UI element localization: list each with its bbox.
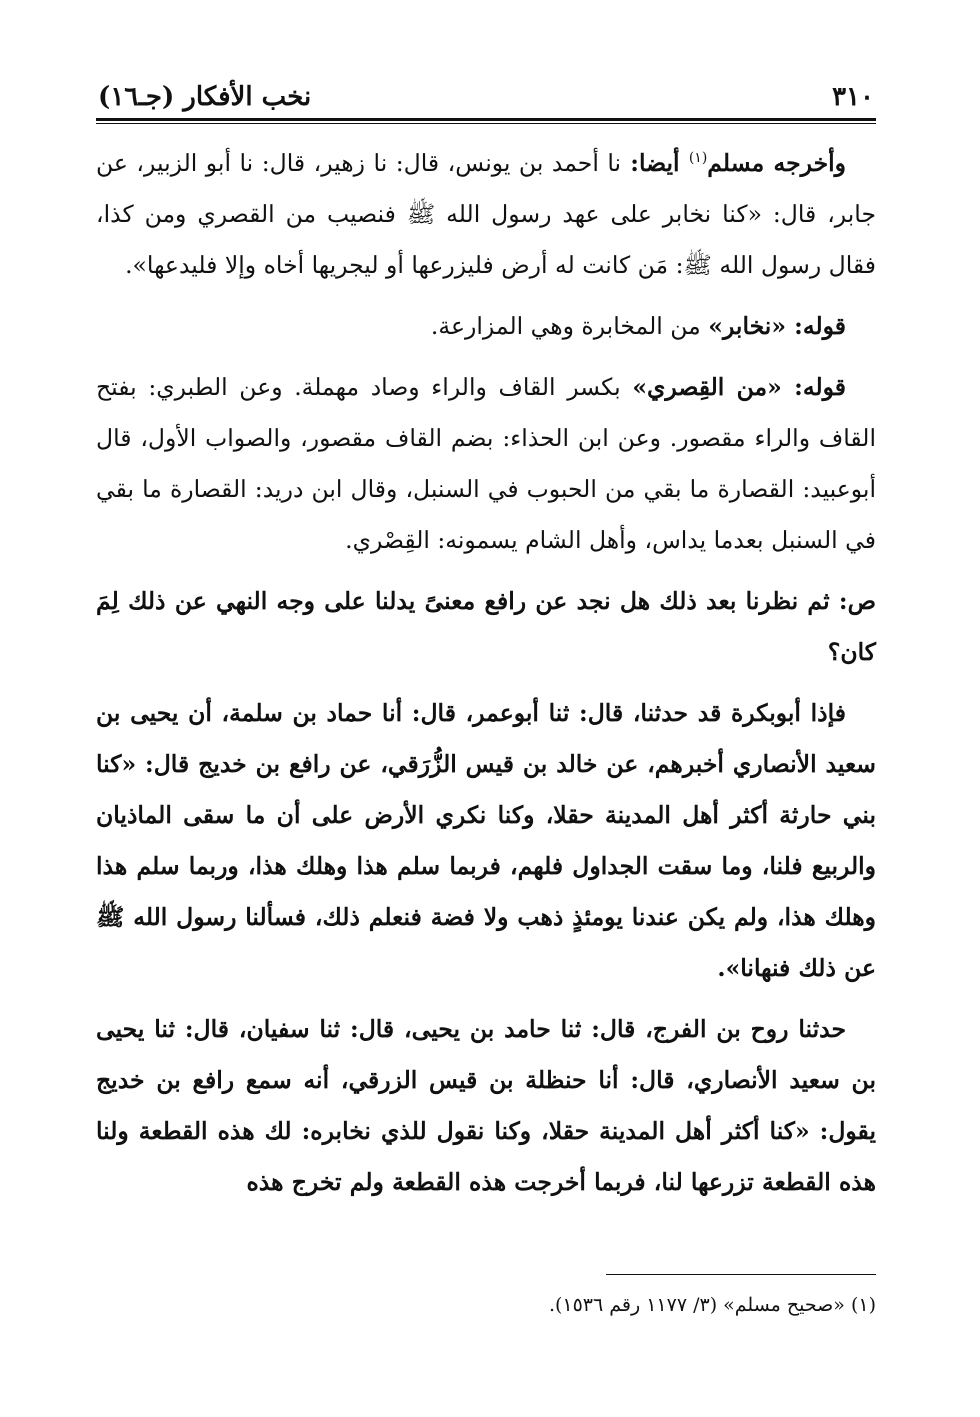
- paragraph-lead: قوله: «نخابر»: [708, 312, 846, 340]
- paragraph-lead: وأخرجه مسلم: [707, 149, 846, 177]
- header-rule-thick: [96, 118, 876, 121]
- paragraph-nukhabir: [96, 301, 876, 352]
- paragraph-lead: قوله: «من القِصري»: [632, 373, 846, 401]
- paragraph-hadith-rawh: حدثنا روح بن الفرج، قال: ثنا حامد بن يحيى، قال: ثنا سفيان، قال: ثنا يحيى بن سعيد الأنصاري، قال: أنا حنظلة بن قيس الزرقي، أنه سمع رافع بن خديج يقول: «كنا أكثر أهل المدينة حقلا، وكنا نقول للذي نخابره: لك هذه القطعة ولنا هذه القطعة تزرعها لنا، فربما أخرجت هذه القطعة ولم تخرج هذه: [96, 1015, 876, 1196]
- paragraph-sad: ص: ثم نظرنا بعد ذلك هل نجد عن رافع معنىً يدلنا على وجه النهي عن ذلك لِمَ كان؟: [96, 587, 876, 666]
- footnote-rule: [606, 1274, 876, 1275]
- paragraph-muslim: [96, 138, 876, 291]
- page-number: ٣١٠: [832, 82, 874, 112]
- book-page: [96, 62, 876, 1362]
- paragraph-lead-2: أيضا:: [621, 149, 689, 177]
- paragraph-text: بكسر القاف والراء وصاد مهملة. وعن الطبري: بفتح القاف والراء مقصور. وعن ابن الحذاء: بضم القاف مقصور، والصواب الأول، قال أبوعبيد: القصارة ما بقي من الحبوب في السنبل، وقال ابن دريد: القصارة ما بقي في السنبل بعدما يداس، وأهل الشام يسمونه: القِصْري.: [96, 373, 876, 554]
- paragraph-hadith-abubakra: فإذا أبوبكرة قد حدثنا، قال: ثنا أبوعمر، قال: أنا حماد بن سلمة، أن يحيى بن سعيد الأنصاري أخبرهم، عن خالد بن قيس الزُّرَقي، عن رافع بن خديج قال: «كنا بني حارثة أكثر أهل المدينة حقلا، وكنا نكري الأرض على أن ما سقى الماذيان والربيع فلنا، وما سقت الجداول فلهم، فربما سلم هذا وهلك هذا، وربما سلم هذا وهلك هذا، ولم يكن عندنا يومئذٍ ذهب ولا فضة فنعلم ذلك، فسألنا رسول الله ﷺ عن ذلك فنهانا».: [96, 699, 877, 982]
- paragraph-text: نا أحمد بن يونس، قال: نا زهير، قال: نا أبو الزبير، عن جابر، قال: «كنا نخابر على عهد رسول الله ﷺ فنصيب من القصري ومن كذا، فقال رسول الله ﷺ: مَن كانت له أرض فليزرعها أو ليجريها أخاه وإلا فليدعها».: [96, 149, 876, 279]
- footnote: (١) «صحيح مسلم» (٣/ ١١٧٧ رقم ١٥٣٦).: [548, 1294, 876, 1316]
- paragraph-qisri: [96, 362, 876, 566]
- footnote-ref[interactable]: (١): [688, 150, 708, 167]
- paragraph-text: من المخابرة وهي المزارعة.: [430, 312, 709, 340]
- header-rule-thin: [96, 123, 876, 124]
- running-title: نخب الأفكار (جـ١٦): [98, 82, 312, 112]
- page-body: [96, 138, 876, 1208]
- page-header: [96, 62, 876, 116]
